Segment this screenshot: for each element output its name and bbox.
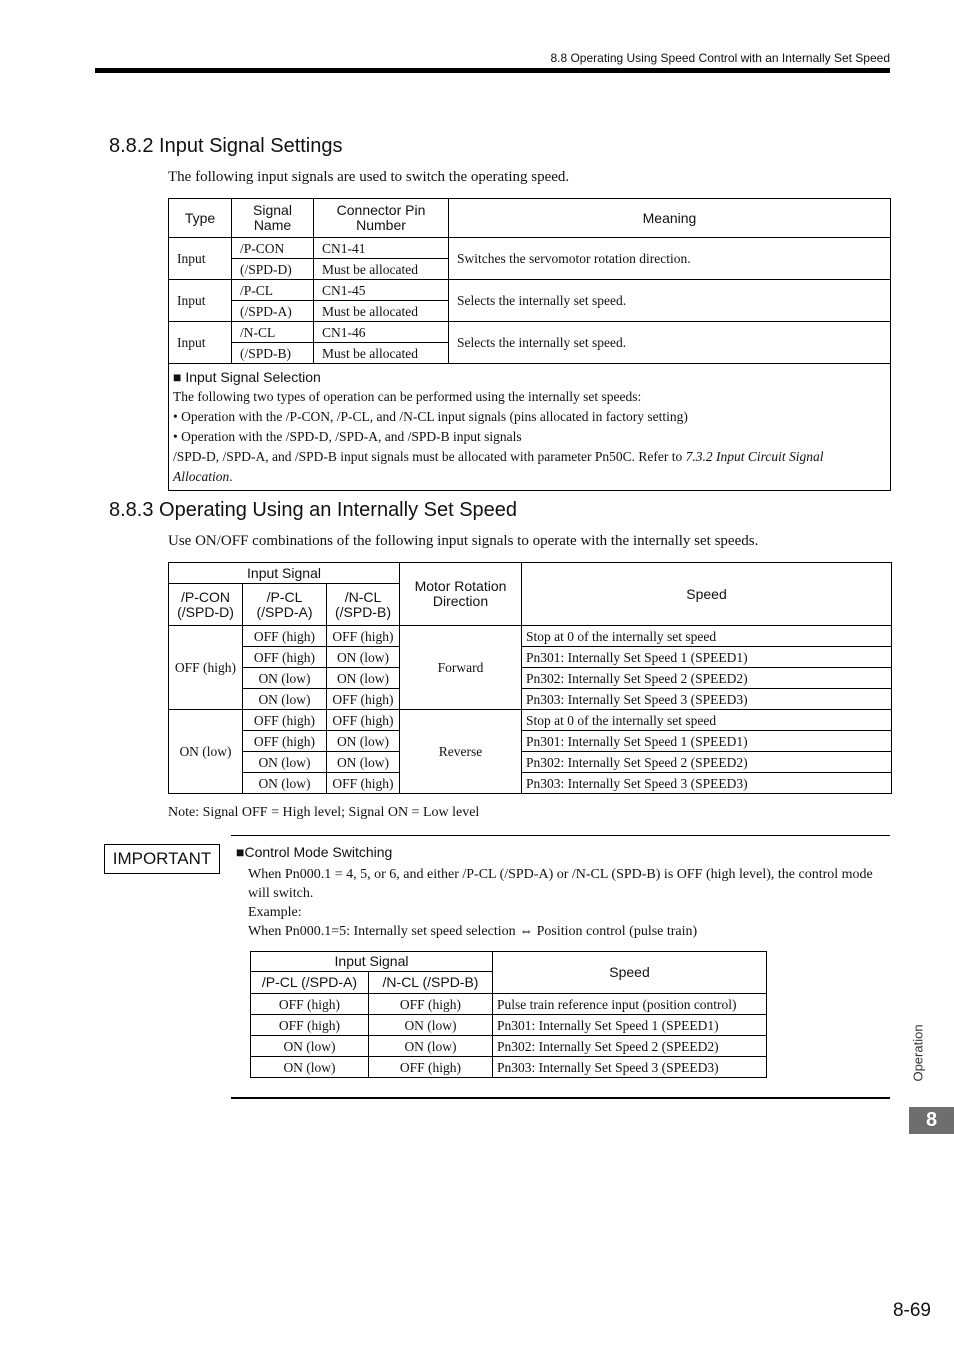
table-cell-ncl: OFF (high) [327,626,400,647]
chapter-side-label-text: Operation [910,1024,926,1082]
table-cell-type: Input [169,238,232,280]
table-cell-signal: (/SPD-A) [232,301,314,322]
table-cell-pcl: ON (low) [243,773,327,794]
section-heading-882: 8.8.2 Input Signal Settings [109,135,343,157]
table-cell-speed: Pn301: Internally Set Speed 1 (SPEED1) [522,647,892,668]
table-cell-ncl: ON (low) [369,1036,493,1057]
table-cell-pcon: ON (low) [169,710,243,794]
table-cell-signal: /P-CON [232,238,314,259]
table-cell-speed: Pn301: Internally Set Speed 1 (SPEED1) [522,731,892,752]
important-top-rule [231,835,890,836]
cross-reference-link: 7.3.2 Input Circuit Signal Allocation [173,449,824,484]
header-rule [95,68,890,73]
selection-bullet: • Operation with the /SPD-D, /SPD-A, and /SPD-B input signals [173,429,522,444]
col-header-signal-name: Signal Name [232,199,314,238]
table-cell-signal: (/SPD-D) [232,259,314,280]
table-cell-ncl: OFF (high) [327,710,400,731]
important-title: ■Control Mode Switching [236,844,393,860]
table-cell-pcl: OFF (high) [243,710,327,731]
signal-level-note: Note: Signal OFF = High level; Signal ON = Low level [168,805,480,820]
col-header-pcon: /P-CON (/SPD-D) [169,584,243,626]
table-cell-signal: /N-CL [232,322,314,343]
table-cell-pcl: ON (low) [251,1057,369,1078]
section-heading-883: 8.8.3 Operating Using an Internally Set Speed [109,499,518,521]
table-cell-pcl: ON (low) [251,1036,369,1057]
table-cell-speed: Stop at 0 of the internally set speed [522,710,892,731]
selection-title: ■ Input Signal Selection [173,369,321,385]
table-cell-pcl: OFF (high) [251,994,369,1015]
table-cell-ncl: ON (low) [327,731,400,752]
selection-line: The following two types of operation can be performed using the internally set speeds: [173,389,642,404]
col-header-input-signal: Input Signal [169,563,400,584]
internal-speed-table [168,562,892,794]
selection-text: /SPD-D, /SPD-A, and /SPD-B input signals must be allocated with parameter Pn50C. Refer to [173,449,686,464]
col-header-direction: Motor Rotation Direction [400,563,522,626]
table-cell-pin: Must be allocated [314,259,449,280]
col-header-ncl: /N-CL (/SPD-B) [327,584,400,626]
important-bottom-rule [231,1097,890,1099]
table-cell-pcl: ON (low) [243,689,327,710]
table-cell-meaning: Selects the internally set speed. [449,280,891,322]
table-cell-speed: Pn302: Internally Set Speed 2 (SPEED2) [522,752,892,773]
table-cell-pcl: ON (low) [243,752,327,773]
table-cell-speed: Pn303: Internally Set Speed 3 (SPEED3) [493,1057,767,1078]
table-cell-speed: Pn302: Internally Set Speed 2 (SPEED2) [493,1036,767,1057]
chapter-tab: 8 [909,1107,954,1134]
running-head: 8.8 Operating Using Speed Control with an Internally Set Speed [550,51,890,65]
col-header-input-signal: Input Signal [251,952,493,972]
table-cell-meaning: Selects the internally set speed. [449,322,891,364]
table-cell-speed: Pn302: Internally Set Speed 2 (SPEED2) [522,668,892,689]
selection-text: . [229,469,233,484]
table-cell-speed: Pn303: Internally Set Speed 3 (SPEED3) [522,689,892,710]
table-cell-ncl: OFF (high) [327,689,400,710]
table-cell-pin: Must be allocated [314,343,449,364]
table-cell-ncl: ON (low) [327,647,400,668]
table-cell-pin: Must be allocated [314,301,449,322]
table-cell-pin: CN1-45 [314,280,449,301]
page-number: 8-69 [892,1300,931,1321]
important-example-line: When Pn000.1=5: Internally set speed selection ⇔ Position control (pulse train) [248,924,698,939]
col-header-speed: Speed [493,952,767,994]
table-cell-pin: CN1-41 [314,238,449,259]
table-cell-speed: Stop at 0 of the internally set speed [522,626,892,647]
table-cell-pcon: OFF (high) [169,626,243,710]
input-signal-selection-note [169,364,891,491]
col-header-ncl: /N-CL (/SPD-B) [369,972,493,994]
table-cell-meaning: Switches the servomotor rotation direction. [449,238,891,280]
control-mode-table [250,951,767,1078]
table-cell-ncl: OFF (high) [327,773,400,794]
section-intro-883: Use ON/OFF combinations of the following input signals to operate with the internally set speeds. [168,533,759,549]
table-cell-type: Input [169,280,232,322]
table-cell-pcl: OFF (high) [243,731,327,752]
table-cell-ncl: ON (low) [327,668,400,689]
col-header-speed: Speed [522,563,892,626]
table-cell-pcl: OFF (high) [251,1015,369,1036]
chapter-side-label [898,1020,938,1086]
col-header-pcl: /P-CL (/SPD-A) [251,972,369,994]
col-header-meaning: Meaning [449,199,891,238]
input-signal-table [168,198,891,491]
col-header-type: Type [169,199,232,238]
important-paragraph: When Pn000.1 = 4, 5, or 6, and either /P-CL (/SPD-A) or /N-CL (SPD-B) is OFF (high level), the control mode will switch. [248,867,873,901]
important-body [236,843,876,941]
table-cell-speed: Pulse train reference input (position control) [493,994,767,1015]
important-example-label: Example: [248,905,302,920]
table-cell-ncl: ON (low) [327,752,400,773]
selection-bullet: • Operation with the /P-CON, /P-CL, and /N-CL input signals (pins allocated in factory setting) [173,409,688,424]
table-cell-signal: (/SPD-B) [232,343,314,364]
table-cell-speed: Pn303: Internally Set Speed 3 (SPEED3) [522,773,892,794]
table-cell-ncl: OFF (high) [369,1057,493,1078]
table-cell-pin: CN1-46 [314,322,449,343]
selection-line [173,447,885,487]
table-cell-pcl: ON (low) [243,668,327,689]
table-cell-signal: /P-CL [232,280,314,301]
important-label: IMPORTANT [104,844,220,874]
col-header-connector-pin: Connector Pin Number [314,199,449,238]
table-cell-type: Input [169,322,232,364]
table-cell-pcl: OFF (high) [243,647,327,668]
table-cell-ncl: OFF (high) [369,994,493,1015]
table-cell-ncl: ON (low) [369,1015,493,1036]
table-cell-speed: Pn301: Internally Set Speed 1 (SPEED1) [493,1015,767,1036]
col-header-pcl: /P-CL (/SPD-A) [243,584,327,626]
section-intro-882: The following input signals are used to switch the operating speed. [168,169,570,185]
table-cell-direction: Reverse [400,710,522,794]
table-cell-direction: Forward [400,626,522,710]
table-cell-pcl: OFF (high) [243,626,327,647]
